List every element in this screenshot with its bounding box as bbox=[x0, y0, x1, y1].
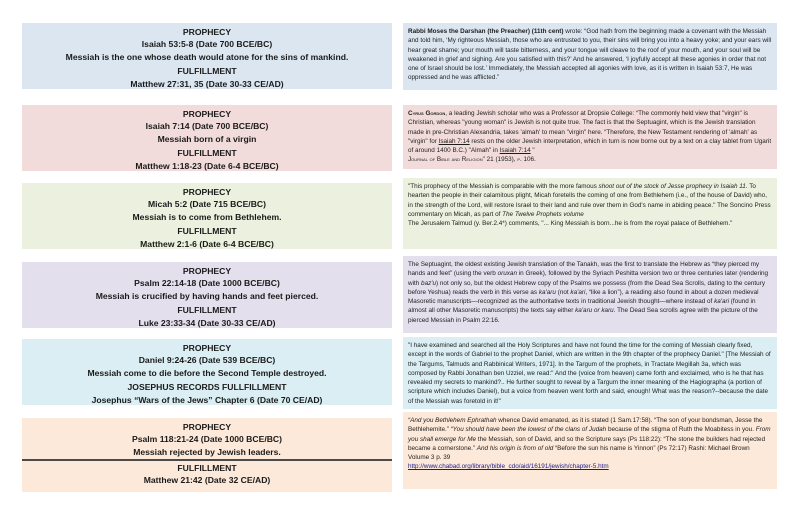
prophecy-reference: Psalm 22:14-18 (Date 1000 BCE/BC) bbox=[134, 278, 280, 289]
prophecy-section bbox=[22, 105, 392, 145]
commentary-text: , a leading Jewish scholar who was a Professor at Dropsie College: “The commonly held view that "virgin" is Christian, whereas "young woman" is Jewish is not quite true. The fact is that the Septuagint, which is the Jewish translation made in pre-Christian Alexandria, takes 'almah' to mean "virgin" here. “Therefore, the New Testament rendering of 'almah' as "virgin" for bbox=[408, 110, 758, 145]
prophecy-card-psalm-118 bbox=[22, 418, 392, 492]
prophecy-section bbox=[22, 183, 392, 223]
commentary-italic: From you shall emerge for Me bbox=[408, 426, 771, 443]
prophecy-card-isaiah-53 bbox=[22, 23, 392, 89]
prophecy-header: PROPHECY bbox=[182, 27, 232, 37]
commentary-italic: ka'ari bbox=[570, 288, 586, 296]
commentary-text: The Septuagint, the oldest existing Jewish translation of the Tanakh, was the first to translate the Hebrew as “they pierced my hands and feet” (using the verb bbox=[408, 261, 760, 278]
commentary-text: ) not only so, but the oldest Hebrew copy of the Psalms we possess (from the Dead Sea Scrolls, dating to the century before Yeshua) reads the verb in this verse as bbox=[408, 279, 765, 296]
prophecy-description: Messiah rejected by Jewish leaders. bbox=[133, 446, 281, 457]
commentary-text: the Messiah, son of David, and so the Scripture says (Ps 118:22): “The stone the builders had rejected became a cornerstone.” bbox=[408, 435, 766, 452]
commentary-italic: baz'u bbox=[421, 279, 437, 287]
commentary-text: (found in almost all other Masoretic manuscripts) the texts say either bbox=[408, 298, 756, 315]
fulfillment-reference: Matthew 2:1-6 (Date 6-4 BCE/BC) bbox=[140, 238, 274, 249]
commentary-text: , “like a lion”), a reading also found in about a dozen medieval Masoretic manuscripts—recognized as the authoritative texts in traditional Jewish thought—where instead of bbox=[408, 288, 759, 305]
chabad-link[interactable]: http://www.chabad.org/library/bible_cdo/aid/16191/jewish/chapter-5.htm bbox=[408, 463, 609, 471]
commentary-italic: oruxan bbox=[497, 270, 517, 278]
commentary-author: Cyrus Gordon bbox=[408, 110, 446, 117]
commentary-text: wrote: “God hath from the beginning made a covenant with the Messiah and told him, ‘My righteous Messiah, those who are entrusted to you, their sins will bring you into a heavy yoke; and your ears will hear great shame; your mouth will taste bitterness, and your tongue will cleave to the roof of your mouth, and your soul will be weakened in grief and sighing. Are you satisfied with this?’ And he answered, ‘I joyfully accept all these agonies in order that not one of Israel should be lost.’ Immediately, the Messiah accepted all agonies with love, as it is written in Isaiah 53:7, He was oppressed and he was afflicted.” bbox=[408, 28, 772, 82]
commentary-text: " bbox=[530, 147, 535, 154]
fulfillment-header: FULFILLMENT bbox=[177, 66, 237, 77]
prophecy-header: PROPHECY bbox=[182, 187, 232, 197]
journal-title: Journal of Bible and Religion bbox=[408, 156, 483, 164]
fulfillment-section bbox=[22, 225, 392, 253]
fulfillment-header: FULFILLMENT bbox=[177, 148, 237, 159]
commentary-text: The Jerusalem Talmud (y. Ber.2.4*) comments, "... King Messiah is born...he is from the royal palace of Bethlehem." bbox=[408, 220, 733, 227]
section-divider bbox=[22, 459, 392, 461]
fulfillment-header: FULFILLMENT bbox=[177, 226, 237, 237]
prophecy-section bbox=[22, 262, 392, 302]
commentary-text: “Before the sun his name is Yinnon” (Ps 72:17) Rashi: Michael Brown Volume 3 p. 39 bbox=[408, 444, 750, 461]
prophecy-description: Messiah is to come from Bethlehem. bbox=[132, 211, 282, 222]
commentary-italic: shoot out of the stock of Jesse prophecy in Isaiah 11. bbox=[598, 183, 748, 190]
commentary-italic: “You should have been the lowest of the clans of Judah bbox=[450, 426, 607, 434]
fulfillment-section bbox=[22, 65, 392, 93]
prophecy-card-micah-5 bbox=[22, 183, 392, 249]
commentary-text: whence David emanated, as it is stated (1 Sam.17:58). “The son of your bondsman, Jesse the Bethlehemite.” bbox=[408, 417, 763, 434]
prophecy-section bbox=[22, 23, 392, 63]
commentary-micah-soncino bbox=[403, 178, 777, 249]
commentary-italic: “And you Bethlehem Ephrathah bbox=[408, 417, 497, 424]
commentary-text: To hearten the people in their calamitous plight, Micah foretells the coming of one from Bethlehem (i.e., of the house of David) who, in the strength of the Lord, will restore Israel to their land and rule over them in God's name in abiding peace." The Soncino Press commentary on Micah, as part of bbox=[408, 183, 771, 218]
prophecy-reference: Isaiah 7:14 (Date 700 BCE/BC) bbox=[145, 121, 269, 132]
prophecy-header: PROPHECY bbox=[182, 266, 232, 276]
prophecy-header: PROPHECY bbox=[182, 343, 232, 353]
commentary-text: rests on the older Jewish interpretation, which in turn is now borne out by a text on a clay tablet from Ugarit of around 1400 B.C.) "Almah" in bbox=[408, 137, 772, 154]
prophecy-reference: Micah 5:2 (Date 715 BCE/BC) bbox=[148, 199, 266, 210]
commentary-italic: And his origin is from of old bbox=[476, 444, 554, 452]
commentary-italic: ka'aru or karu. bbox=[575, 307, 616, 315]
commentary-text: The Dead Sea scrolls agree with the picture of the pierced Messiah in Psalm 22:16. bbox=[408, 307, 758, 324]
prophecy-reference: Psalm 118:21-24 (Date 1000 BCE/BC) bbox=[132, 434, 282, 445]
fulfillment-section bbox=[22, 147, 392, 175]
fulfillment-header: JOSEPHUS RECORDS FULLFILLMENT bbox=[127, 382, 287, 393]
commentary-italic: ka'aru bbox=[538, 288, 556, 296]
fulfillment-section bbox=[22, 381, 392, 409]
commentary-text: in Greek), followed by the Syriach Peshitta version two or three centuries later (rendering with bbox=[408, 270, 769, 287]
fulfillment-reference: Josephus “Wars of the Jews” Chapter 6 (Date 70 CE/AD) bbox=[91, 394, 323, 405]
commentary-septuagint bbox=[403, 256, 777, 333]
fulfillment-reference: Luke 23:33-34 (Date 30-33 CE/AD) bbox=[138, 317, 276, 328]
prophecy-reference: Daniel 9:24-26 (Date 539 BCE/BC) bbox=[138, 355, 276, 366]
scripture-link-isaiah-7-14[interactable]: Isaiah 7:14 bbox=[438, 137, 470, 145]
fulfillment-header: FULFILLMENT bbox=[177, 462, 237, 473]
prophecy-header: PROPHECY bbox=[182, 422, 232, 432]
commentary-text: "This prophecy of the Messiah is comparable with the more famous bbox=[408, 183, 599, 190]
prophecy-section bbox=[22, 418, 392, 458]
prophecy-description: Messiah born of a virgin bbox=[157, 133, 257, 144]
page-reference: p. 106. bbox=[517, 156, 536, 164]
prophecy-header: PROPHECY bbox=[182, 109, 232, 119]
fulfillment-reference: Matthew 27:31, 35 (Date 30-33 CE/AD) bbox=[130, 78, 284, 89]
commentary-italic: The Twelve Prophets volume bbox=[502, 210, 584, 218]
fulfillment-reference: Matthew 21:42 (Date 32 CE/AD) bbox=[143, 475, 271, 486]
scripture-link-isaiah-7-14[interactable]: Isaiah 7:14 bbox=[499, 147, 531, 154]
commentary-rashi-bethlehem bbox=[403, 412, 777, 489]
prophecy-reference: Isaiah 53:5-8 (Date 700 BCE/BC) bbox=[141, 39, 273, 50]
commentary-author: Rabbi Moses the Darshan (the Preacher) (11th cent) bbox=[408, 28, 564, 35]
prophecy-card-daniel-9 bbox=[22, 339, 392, 405]
commentary-italic: ka'ari bbox=[714, 298, 730, 305]
prophecy-section bbox=[22, 339, 392, 379]
commentary-text: " 21 (1953), bbox=[482, 156, 518, 164]
commentary-text: (not bbox=[555, 288, 571, 296]
commentary-text: "I have examined and searched all the Holy Scriptures and have not found the time for the coming of Messiah clearly fixed, except in the words of Gabriel to the prophet Daniel, which are written in the 9th chapter of the prophecy Daniel." [The Messiah of the Targums, Talmuds and Rabbinical Writers, 1971]. In the Targum of the prophets, in Tractate Megillah 3a, which was composed by Rabbi Jonathan ben Uzziel, we read:" And the (voice from heaven) came forth and exclaimed, who is he that has revealed my secrets to mankind?.. He further sought to reveal by a Targum the inner meaning of the Hagiographa (a portion of scripture which includes Daniel), but a voice from heaven went forth and said, enough! What was the reason?--because the date of the Messiah was foretold in it!" bbox=[408, 342, 771, 405]
fulfillment-reference: Matthew 1:18-23 (Date 6-4 BCE/BC) bbox=[135, 160, 279, 171]
prophecy-card-psalm-22 bbox=[22, 262, 392, 328]
commentary-rabbi-moses bbox=[403, 23, 777, 90]
prophecy-description: Messiah is the one whose death would atone for the sins of mankind. bbox=[65, 51, 349, 62]
fulfillment-section bbox=[22, 462, 392, 490]
fulfillment-header: FULFILLMENT bbox=[177, 305, 237, 316]
commentary-targum-daniel bbox=[403, 337, 777, 409]
fulfillment-section bbox=[22, 304, 392, 332]
commentary-cyrus-gordon bbox=[403, 105, 777, 169]
prophecy-description: Messiah is crucified by having hands and feet pierced. bbox=[95, 290, 319, 301]
commentary-text: because of the stigma of Ruth the Moabitess in you. bbox=[606, 426, 756, 434]
prophecy-description: Messiah come to die before the Second Temple destroyed. bbox=[87, 367, 327, 378]
prophecy-card-isaiah-7 bbox=[22, 105, 392, 171]
